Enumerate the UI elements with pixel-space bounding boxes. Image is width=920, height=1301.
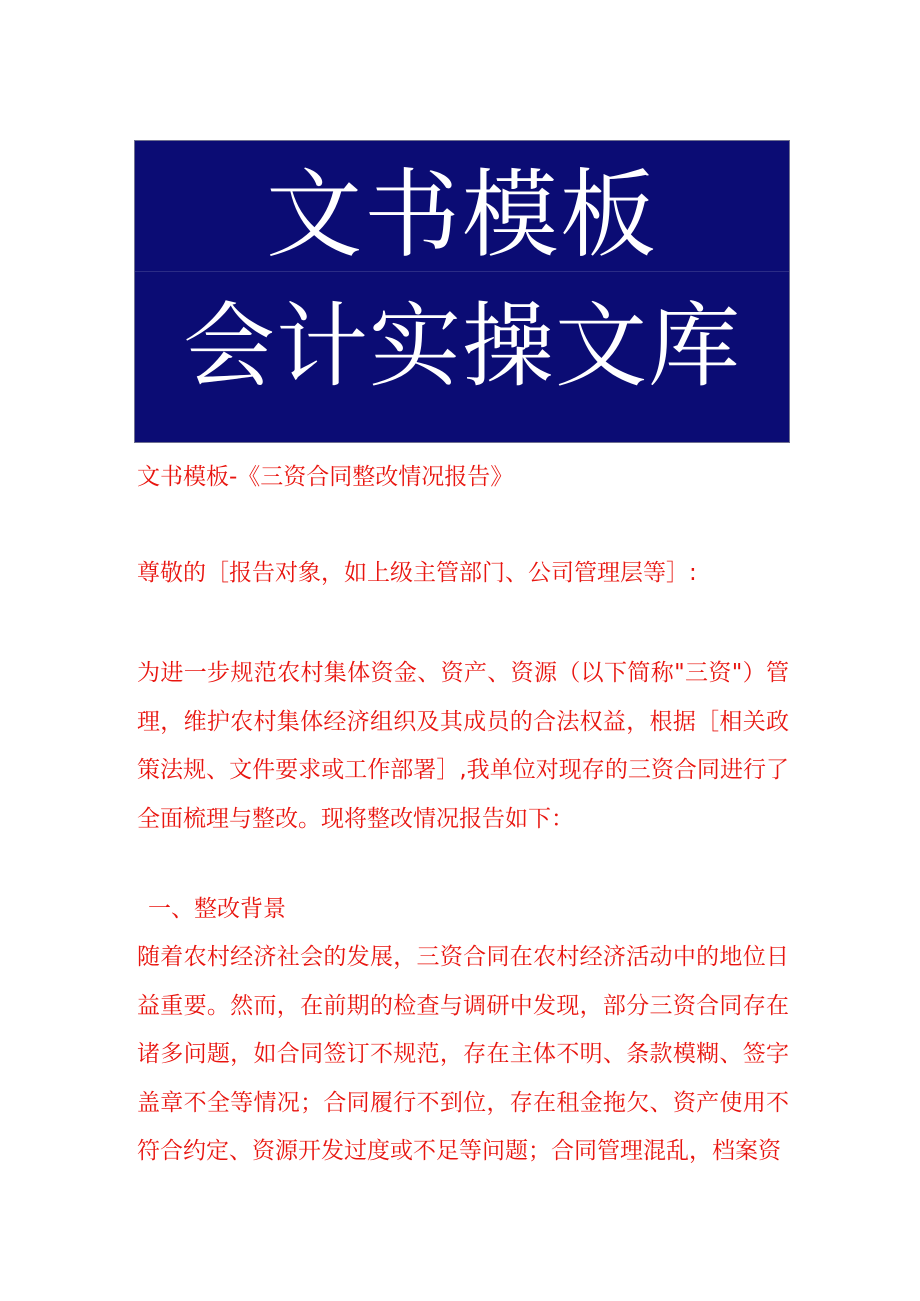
banner-title-line-1: 文书模板 [266,159,658,271]
section-body-background: 随着农村经济社会的发展，三资合同在农村经济活动中的地位日益重要。然而，在前期的检查与调研中发现，部分三资合同存在诸多问题，如合同签订不规范，存在主体不明、条款模糊、签字盖章不全等情况；合同履行不到位，存在租金拖欠、资产使用不符合约定、资源开发过度或不足等问题；合同管理混乱，档案资 [137,944,789,1164]
salutation: 尊敬的［报告对象，如上级主管部门、公司管理层等］: [137,560,697,586]
section-heading-background: 一、整改背景 [148,896,286,922]
intro-paragraph: 为进一步规范农村集体资金、资产、资源（以下简称"三资"）管理，维护农村集体经济组织及其成员的合法权益，根据［相关政策法规、文件要求或工作部署］,我单位对现存的三资合同进行了全面梳理与整改。现将整改情况报告如下： [137,660,789,832]
banner-title-line-2: 会计实操文库 [182,293,741,400]
banner-divider [135,271,789,272]
document-title: 文书模板-《三资合同整改情况报告》 [137,464,514,490]
template-banner [134,140,790,443]
